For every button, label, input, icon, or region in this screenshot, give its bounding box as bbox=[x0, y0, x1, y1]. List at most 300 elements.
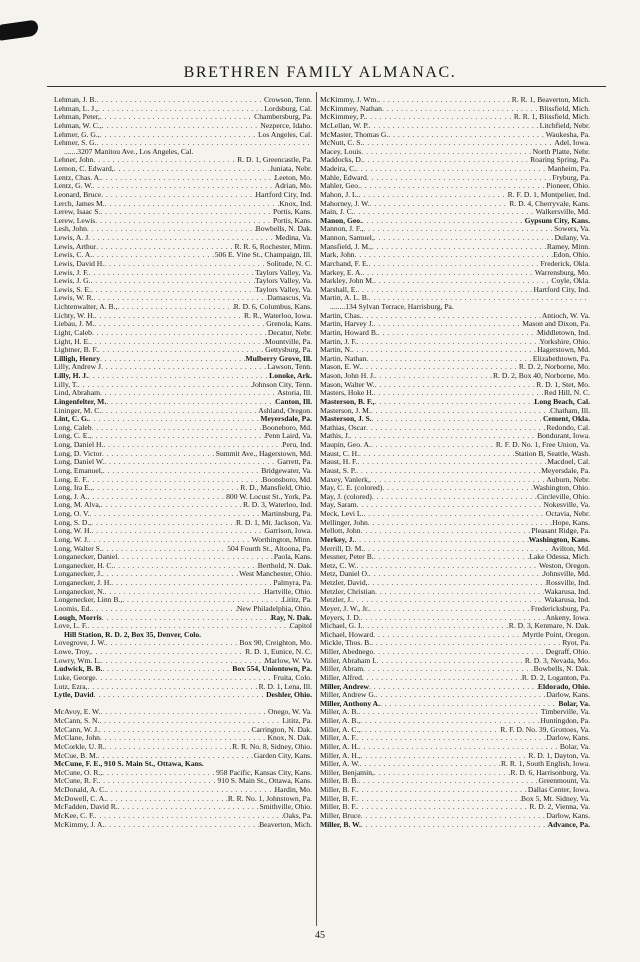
leader-dots bbox=[373, 648, 545, 657]
leader-dots bbox=[102, 769, 216, 778]
entry-name: Lewis, J. F. bbox=[54, 268, 89, 277]
directory-entry bbox=[54, 407, 312, 416]
leader-dots bbox=[357, 734, 547, 743]
entry-name: Meyer, J. W., Jr. bbox=[320, 604, 370, 613]
entry-name: Long, Emanuel, bbox=[54, 466, 103, 475]
directory-entry bbox=[320, 795, 590, 804]
entry-name: Meck, Levi L. bbox=[320, 510, 364, 518]
leader-dots bbox=[91, 286, 255, 295]
leader-dots bbox=[358, 708, 541, 717]
entry-name: Metzler, J. bbox=[320, 596, 352, 605]
leader-dots bbox=[101, 657, 265, 666]
directory-entry bbox=[320, 432, 590, 441]
directory-entry bbox=[54, 191, 312, 200]
entry-name: Lilly, Andrew J bbox=[54, 363, 101, 372]
entry-place: Elizabethtown, Pa. bbox=[532, 354, 590, 363]
directory-entry bbox=[320, 338, 590, 347]
leader-dots bbox=[117, 303, 233, 312]
leader-dots bbox=[89, 415, 261, 424]
entry-name: Lowe, Troy, bbox=[54, 648, 91, 656]
leader-dots bbox=[91, 277, 256, 286]
entry-name: Michael, Howard bbox=[320, 630, 374, 639]
leader-dots bbox=[98, 346, 265, 355]
leader-dots bbox=[93, 156, 237, 165]
directory-entry bbox=[54, 303, 312, 312]
entry-name: Ludwick, B. B. bbox=[54, 665, 103, 674]
entry-place: Avilton, Md. bbox=[551, 544, 590, 553]
entry-name: Lehner, John bbox=[54, 156, 94, 165]
leader-dots bbox=[378, 96, 512, 105]
entry-place: Edon, Ohio. bbox=[553, 251, 590, 260]
leader-dots bbox=[101, 501, 243, 510]
entry-name: Michael, G. I. bbox=[320, 622, 363, 631]
entry-name: Mahler, Geo. bbox=[320, 182, 360, 191]
directory-entry bbox=[320, 614, 590, 623]
entry-place: Darlow, Kans. bbox=[546, 734, 590, 743]
leader-dots bbox=[106, 786, 275, 795]
entry-name: Mason, John H. J. bbox=[320, 372, 375, 380]
leader-dots bbox=[103, 441, 282, 450]
directory-entry bbox=[54, 346, 312, 355]
entry-name: Lingenfelter, M. bbox=[54, 397, 107, 406]
entry-place: 800 W. Locust St., York, Pa. bbox=[226, 492, 312, 501]
entry-name: Mahle, Edward bbox=[320, 173, 367, 182]
entry-name: McCune, F. E., 910 S. Main St., Ottawa, Kans. bbox=[54, 760, 204, 769]
entry-name: Miller, A. H., bbox=[320, 751, 361, 760]
directory-entry bbox=[54, 312, 312, 321]
entry-place: R. R. 1, Beaverton, Mich. bbox=[511, 96, 590, 104]
entry-place: Taylors Valley, Va. bbox=[255, 285, 312, 294]
directory-entry bbox=[320, 493, 590, 502]
entry-place: Litchfield, Nebr. bbox=[539, 121, 590, 130]
entry-place: Taylors Valley, Va. bbox=[255, 268, 312, 277]
entry-name: Long, D. Victor bbox=[54, 449, 102, 458]
entry-name: Lerew, Lewis bbox=[54, 216, 96, 225]
directory-entry bbox=[54, 424, 312, 433]
leader-dots bbox=[100, 131, 258, 140]
entry-name: Miller, A. B. bbox=[320, 708, 359, 717]
entry-place: Ankeny, Iowa. bbox=[545, 613, 590, 622]
entry-place: Waukesha, Pa. bbox=[545, 130, 590, 139]
directory-entry bbox=[320, 148, 590, 157]
entry-name: Mason, Walter W. bbox=[320, 380, 375, 389]
entry-name: Miller, B. F. bbox=[320, 786, 357, 794]
leader-dots bbox=[372, 415, 543, 424]
directory-entry bbox=[54, 355, 312, 364]
entry-name: Long, W. H. bbox=[54, 527, 92, 536]
directory-entry bbox=[320, 165, 590, 174]
entry-place: R. F. D. 1, Montpelier, Ind. bbox=[507, 190, 590, 199]
directory-entry bbox=[54, 234, 312, 243]
leader-dots bbox=[360, 717, 540, 726]
leader-dots bbox=[359, 450, 515, 459]
entry-name: Miller, Benjamin, bbox=[320, 768, 374, 777]
entry-place: Gypsum City, Kans. bbox=[524, 216, 590, 225]
entry-place: Myrtle Point, Oregon. bbox=[522, 630, 590, 639]
leader-dots bbox=[102, 545, 227, 554]
entry-name: Messner, Peter B. bbox=[320, 553, 374, 562]
leader-dots bbox=[370, 200, 510, 209]
directory-entry bbox=[320, 407, 590, 416]
entry-place: Medina, Va. bbox=[275, 234, 312, 242]
entry-name: Lilly, T. bbox=[54, 380, 78, 389]
directory-entry bbox=[320, 786, 590, 795]
leader-dots bbox=[356, 165, 548, 174]
directory-entry bbox=[320, 700, 590, 709]
entry-name: McDowell, C. A. bbox=[54, 794, 107, 803]
entry-place: Dallas Center, Iowa. bbox=[527, 786, 590, 794]
leader-dots bbox=[374, 769, 510, 778]
entry-place: Huntingdon, Pa. bbox=[540, 717, 590, 725]
entry-place: Red Hill, N. C. bbox=[544, 389, 590, 398]
entry-place: Coyle, Okla. bbox=[551, 277, 590, 286]
directory-entry bbox=[320, 484, 590, 493]
entry-place: Paola, Kans. bbox=[273, 553, 312, 562]
entry-name: Miller, B. W. bbox=[320, 820, 361, 829]
directory-entry bbox=[54, 131, 312, 140]
entry-name: Light, Caleb bbox=[54, 328, 92, 337]
leader-dots bbox=[111, 579, 273, 588]
directory-entry bbox=[54, 760, 312, 769]
entry-place: Worthington, Minn. bbox=[251, 535, 312, 544]
leader-dots bbox=[357, 286, 533, 295]
directory-entry bbox=[320, 570, 590, 579]
leader-dots bbox=[98, 752, 254, 761]
leader-dots bbox=[360, 760, 501, 769]
leader-dots bbox=[363, 225, 554, 234]
entry-place: Los Angeles, Cal. bbox=[258, 130, 312, 139]
leader-dots bbox=[100, 355, 245, 364]
entry-name: Lehman, W. C., bbox=[54, 121, 102, 130]
entry-name: Longenecker, Linn B., bbox=[54, 596, 123, 605]
directory-entry bbox=[54, 96, 312, 105]
directory-entry bbox=[320, 139, 590, 148]
directory-entry bbox=[320, 398, 590, 407]
directory-entry bbox=[54, 294, 312, 303]
directory-entry bbox=[54, 458, 312, 467]
directory-entry bbox=[54, 519, 312, 528]
leader-dots bbox=[114, 165, 270, 174]
entry-place: Hardin, Mo. bbox=[274, 786, 312, 794]
entry-place: Walkersville, Md. bbox=[535, 208, 590, 217]
leader-dots bbox=[362, 269, 535, 278]
entry-place: Astoria, Ill. bbox=[277, 389, 312, 398]
leader-dots bbox=[376, 691, 547, 700]
leader-dots bbox=[113, 562, 257, 571]
entry-name: McCann, W. J. bbox=[54, 725, 99, 734]
directory-entry bbox=[54, 200, 312, 209]
entry-name: Maust, C. H. bbox=[320, 449, 360, 458]
entry-name: Long, C. E., bbox=[54, 432, 92, 441]
leader-dots bbox=[362, 217, 525, 226]
directory-entry bbox=[320, 639, 590, 648]
leader-dots bbox=[91, 527, 264, 536]
left-column bbox=[54, 96, 312, 829]
entry-continuation: Hill Station, R. D. 2, Box 35, Denver, Colo. bbox=[64, 629, 202, 639]
directory-entry bbox=[54, 329, 312, 338]
leader-dots bbox=[375, 372, 493, 381]
entry-place: Hope, Kans. bbox=[552, 518, 590, 527]
page-title: BRETHREN FAMILY ALMANAC. bbox=[183, 64, 457, 81]
entry-name: Lehman, L. J., bbox=[54, 104, 98, 113]
directory-entry bbox=[320, 96, 590, 105]
leader-dots bbox=[89, 510, 261, 519]
leader-dots bbox=[363, 156, 530, 165]
entry-name: Maxey, Vanlerk, bbox=[320, 475, 370, 484]
leader-dots bbox=[388, 131, 545, 140]
entry-name: Miller, Abraham I. bbox=[320, 656, 377, 665]
entry-place: Fredericksburg, Pa. bbox=[530, 604, 590, 613]
entry-place: Adel, Iowa. bbox=[554, 139, 590, 148]
entry-name: Miller, Anthony A. bbox=[320, 699, 381, 708]
directory-entry bbox=[320, 174, 590, 183]
directory-entry bbox=[320, 553, 590, 562]
entry-name: Love, L. F. bbox=[54, 622, 88, 631]
directory-entry bbox=[54, 415, 312, 424]
leader-dots bbox=[361, 821, 548, 830]
leader-dots bbox=[362, 139, 554, 148]
entry-place: Booneboro, Md. bbox=[262, 423, 312, 432]
entry-name: Luke, George bbox=[54, 673, 96, 682]
directory-entry bbox=[54, 174, 312, 183]
entry-name: Lemon, C. Edward, bbox=[54, 165, 114, 173]
directory-entry bbox=[320, 812, 590, 821]
directory-entry bbox=[320, 579, 590, 588]
directory-entry bbox=[54, 165, 312, 174]
directory-entry bbox=[54, 493, 312, 502]
entry-place: R. D. 1, Stet, Mo. bbox=[536, 380, 590, 389]
leader-dots bbox=[361, 812, 547, 821]
entry-place: Blissfield, Mich. bbox=[539, 104, 590, 113]
entry-name: Mansfield, J. M., bbox=[320, 242, 372, 251]
directory-entry bbox=[320, 674, 590, 683]
entry-place: Wakarusa, Ind. bbox=[544, 587, 590, 596]
leader-dots bbox=[368, 519, 552, 528]
entry-name: Lowry, Wm. L. bbox=[54, 656, 101, 665]
entry-place: Palmyra, Pa. bbox=[273, 579, 312, 587]
entry-place: Portis, Kans. bbox=[272, 216, 312, 225]
leader-dots bbox=[362, 622, 508, 631]
directory-entry bbox=[54, 441, 312, 450]
directory-entry bbox=[54, 122, 312, 131]
entry-place: Hagerstown, Md. bbox=[537, 346, 590, 355]
entry-place: Frederick, Okla. bbox=[540, 259, 590, 268]
entry-place: Mulberry Grove, Ill. bbox=[245, 354, 312, 363]
entry-name: McCune, O. R., bbox=[54, 768, 103, 777]
entry-place: Mountville, Pa. bbox=[264, 337, 312, 346]
entry-place: R. D. 1, Greencastle, Pa. bbox=[237, 156, 312, 165]
directory-entry bbox=[54, 286, 312, 295]
entry-name: Mason, E. W. bbox=[320, 363, 362, 372]
leader-dots bbox=[363, 510, 545, 519]
directory-entry bbox=[320, 545, 590, 554]
entry-name: Maddocks, D. bbox=[320, 156, 363, 165]
entry-name: Lilligh, Henry bbox=[54, 354, 100, 363]
entry-place: Bolar, Va. bbox=[558, 699, 590, 708]
directory-entry bbox=[320, 251, 590, 260]
entry-place: Carrington, N. Dak. bbox=[251, 725, 312, 734]
entry-name: Lewis, J. G. bbox=[54, 277, 91, 286]
leader-dots bbox=[361, 614, 546, 623]
entry-name: Martin, Howard B. bbox=[320, 328, 378, 337]
leader-dots bbox=[89, 536, 252, 545]
leader-dots bbox=[358, 458, 548, 467]
leader-dots bbox=[99, 717, 282, 726]
entry-name: McMaster, Thomas G. bbox=[320, 130, 389, 139]
entry-name: Metzler, Christian bbox=[320, 587, 375, 596]
entry-name: Lind, Abraham bbox=[54, 389, 100, 398]
directory-entry bbox=[54, 579, 312, 588]
entry-name: Leonard, Bruce bbox=[54, 190, 102, 199]
entry-name: Masterson, J. S. bbox=[320, 415, 372, 424]
leader-dots bbox=[356, 467, 541, 476]
entry-name: Miller, B. B. bbox=[320, 777, 359, 786]
entry-place: Washington, Ohio. bbox=[533, 484, 590, 493]
directory-entry bbox=[54, 803, 312, 812]
directory-entry bbox=[320, 691, 590, 700]
entry-place: Lake Odessa, Mich. bbox=[529, 553, 590, 562]
entry-place: R. D. 3, Nevada, Mo. bbox=[524, 656, 590, 665]
entry-name: Lutz, Ezra, bbox=[54, 682, 88, 691]
leader-dots bbox=[378, 329, 537, 338]
entry-place: R. D. 6, Columbus, Kans. bbox=[233, 303, 312, 311]
directory-entry bbox=[320, 501, 590, 510]
leader-dots bbox=[352, 596, 544, 605]
leader-dots bbox=[91, 432, 265, 441]
entry-name: Markey, E. A. bbox=[320, 268, 363, 277]
leader-dots bbox=[374, 277, 551, 286]
entry-place: Adrian, Mo. bbox=[274, 182, 312, 191]
directory-entry bbox=[54, 657, 312, 666]
entry-place: Hartford City, Ind. bbox=[533, 285, 590, 294]
directory-entry bbox=[320, 726, 590, 735]
leader-dots bbox=[106, 639, 240, 648]
entry-name: Lewis, S. E. bbox=[54, 285, 91, 294]
directory-entry bbox=[54, 596, 312, 605]
leader-dots bbox=[361, 752, 529, 761]
entry-place: R. D. 1, Mt. Jackson, Va. bbox=[235, 518, 312, 527]
leader-dots bbox=[374, 234, 555, 243]
entry-place: R. D. 3, Kenmare, N. Dak. bbox=[508, 622, 590, 631]
entry-name: Long, W. J. bbox=[54, 535, 89, 544]
entry-place: Box 5, Mt. Sidney, Va. bbox=[521, 794, 590, 803]
entry-name: Mellott, John bbox=[320, 527, 361, 536]
entry-name: McKimmey, P. bbox=[320, 113, 366, 122]
directory-entry bbox=[320, 622, 590, 631]
leader-dots bbox=[357, 795, 521, 804]
entry-continuation: ........134 Sylvan Terrace, Harrisburg, Pa. bbox=[330, 302, 454, 311]
directory-entry bbox=[54, 398, 312, 407]
entry-name: Martin, J. F. bbox=[320, 337, 357, 346]
directory-entry bbox=[54, 734, 312, 743]
entry-name: Mathias, Oscar bbox=[320, 423, 366, 432]
leader-dots bbox=[117, 553, 273, 562]
entry-name: McKimmy, J. Wm. bbox=[320, 96, 379, 104]
entry-name: Miller, Bruce bbox=[320, 811, 361, 820]
entry-place: Capitol bbox=[289, 622, 312, 631]
leader-dots bbox=[361, 363, 519, 372]
directory-entry bbox=[54, 665, 312, 674]
entry-name: Miller, A. H. bbox=[320, 742, 359, 751]
entry-name: Lentz, Chas. A. bbox=[54, 173, 102, 182]
entry-name: Mathis, J. bbox=[320, 432, 350, 441]
directory-entry bbox=[320, 648, 590, 657]
entry-place: Johnson City, Tenn. bbox=[251, 380, 312, 389]
leader-dots bbox=[93, 294, 267, 303]
entry-place: Ryot, Pa. bbox=[562, 639, 590, 648]
leader-dots bbox=[88, 372, 269, 381]
directory-entry bbox=[320, 260, 590, 269]
leader-dots bbox=[362, 674, 522, 683]
entry-place: R. R. 1, Blissfield, Mich. bbox=[513, 113, 590, 122]
leader-dots bbox=[118, 803, 260, 812]
directory-entry bbox=[54, 260, 312, 269]
entry-place: Leeton, Mo. bbox=[274, 173, 312, 182]
directory-entry bbox=[320, 588, 590, 597]
directory-entry bbox=[320, 527, 590, 536]
leader-dots bbox=[377, 657, 525, 666]
entry-name: Lewis, W. R. bbox=[54, 294, 94, 303]
entry-place: Octavia, Nebr. bbox=[545, 510, 590, 518]
directory-entry bbox=[54, 225, 312, 234]
entry-name: Martin, Harvey J. bbox=[320, 320, 374, 329]
directory-entry bbox=[54, 320, 312, 329]
directory-entry bbox=[54, 467, 312, 476]
leader-dots bbox=[361, 148, 532, 157]
entry-place: Ray, N. Dak. bbox=[270, 613, 312, 622]
entry-place: Onego, W. Va. bbox=[268, 708, 312, 717]
entry-place: 958 Pacific, Kansas City, Kans. bbox=[216, 768, 312, 777]
entry-name: Lerch, James M. bbox=[54, 199, 105, 208]
leader-dots bbox=[105, 743, 232, 752]
entry-place: Garrison, Iowa. bbox=[264, 527, 312, 536]
directory-entry bbox=[54, 277, 312, 286]
entry-name: May, Saram bbox=[320, 501, 357, 510]
entry-place: Box 554, Uniontown, Pa. bbox=[232, 665, 312, 674]
directory-entry bbox=[320, 131, 590, 140]
directory-entry bbox=[320, 225, 590, 234]
leader-dots bbox=[372, 493, 537, 502]
entry-name: McCorkle, U. R. bbox=[54, 742, 105, 751]
entry-name: Lovegrove, J. W. bbox=[54, 639, 106, 648]
leader-dots bbox=[382, 105, 539, 114]
leader-dots bbox=[365, 113, 514, 122]
leader-dots bbox=[106, 795, 228, 804]
directory-entry bbox=[54, 708, 312, 717]
entry-name: Lint, C. G. bbox=[54, 415, 89, 424]
leader-dots bbox=[90, 338, 265, 347]
entry-name: Marchand, F. E. bbox=[320, 259, 369, 268]
leader-dots bbox=[95, 812, 284, 821]
directory-entry bbox=[320, 182, 590, 191]
leader-dots bbox=[369, 122, 540, 131]
entry-place: Mason and Dixon, Pa. bbox=[522, 320, 590, 329]
directory-entry bbox=[320, 803, 590, 812]
entry-place: Station B, Seattle, Wash. bbox=[514, 449, 590, 458]
entry-name: Merrill, D. M. bbox=[320, 544, 364, 553]
directory-entry bbox=[320, 156, 590, 165]
entry-name: Longanecker, Daniel bbox=[54, 553, 118, 562]
entry-place: Summit Ave., Hagerstown, Md. bbox=[215, 449, 312, 458]
entry-name: Maupin, Geo. A. bbox=[320, 441, 371, 449]
entry-name: Lehman, J. B. bbox=[54, 96, 97, 104]
leader-dots bbox=[362, 312, 542, 321]
leader-dots bbox=[359, 743, 560, 752]
leader-dots bbox=[355, 251, 553, 260]
page-number: 45 bbox=[315, 930, 325, 941]
entry-place: Martinsburg, Pa. bbox=[261, 510, 312, 518]
leader-dots bbox=[96, 674, 274, 683]
